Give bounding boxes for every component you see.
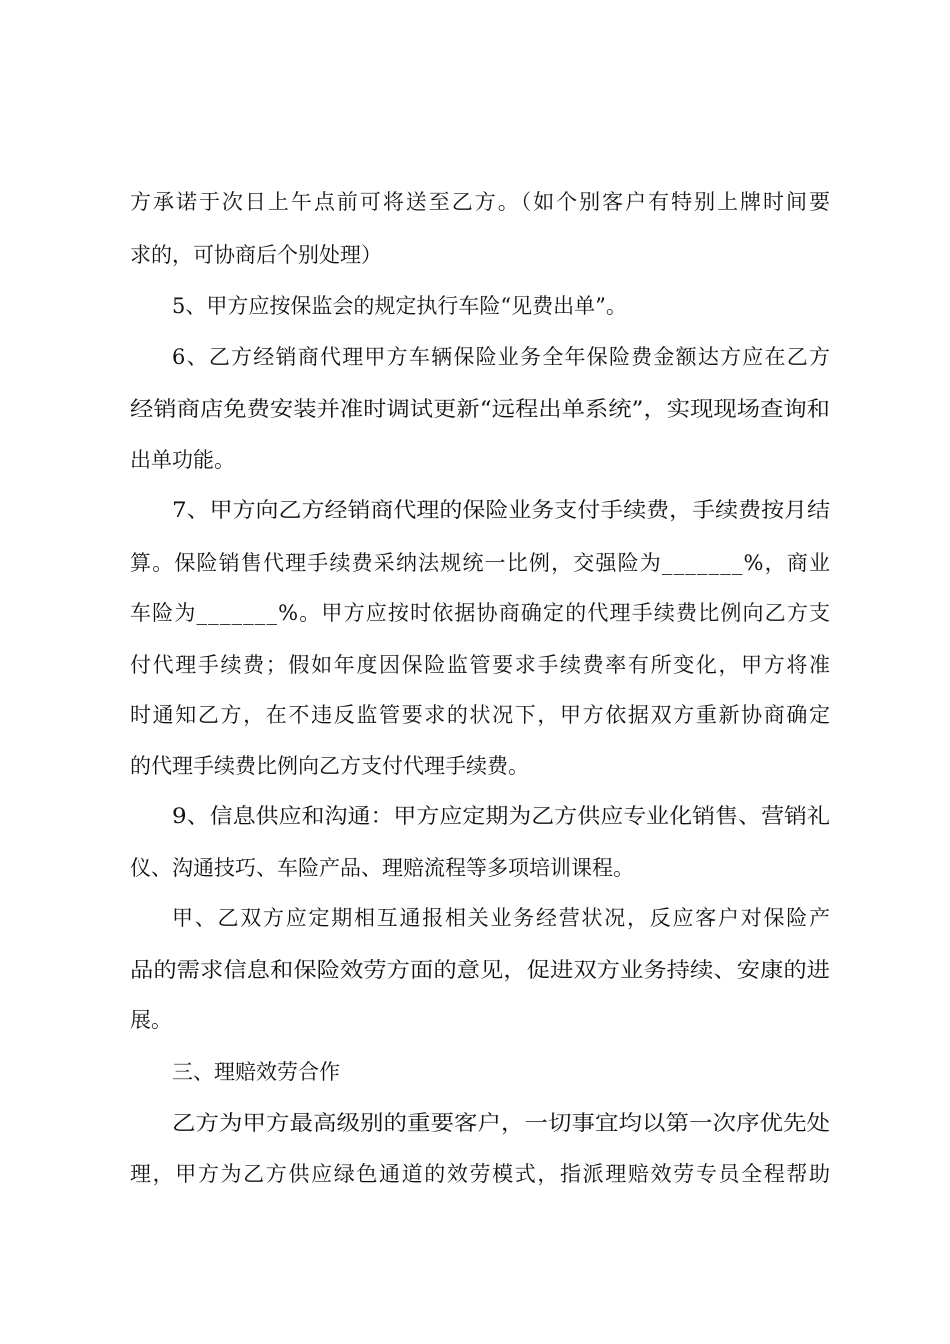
text-line-content: 甲、乙双方应定期相互通报相关业务经营状况，反应客户对保险产 xyxy=(172,906,832,930)
text-line xyxy=(0,1000,950,1040)
text-line-content: 的代理手续费比例向乙方支付代理手续费。 xyxy=(130,754,529,778)
text-line xyxy=(0,950,950,990)
text-line-content: 方承诺于次日上午点前可将送至乙方。（如个别客户有特别上牌时间要 xyxy=(130,190,832,214)
text-line-content: 品的需求信息和保险效劳方面的意见，促进双方业务持续、安康的进 xyxy=(130,958,831,982)
text-line xyxy=(0,796,950,836)
text-line xyxy=(0,440,950,480)
text-line xyxy=(0,645,950,685)
text-line-content: 付代理手续费；假如年度因保险监管要求手续费率有所变化，甲方将准 xyxy=(130,653,832,677)
text-line xyxy=(0,389,950,429)
text-line-content: 6、乙方经销商代理甲方车辆保险业务全年保险费金额达方应在乙方 xyxy=(172,345,832,369)
text-line-content: 乙方为甲方最高级别的重要客户，一切事宜均以第一次序优先处 xyxy=(172,1111,830,1135)
text-line xyxy=(0,695,950,735)
text-line-content: 车险为_______%。甲方应按时依据协商确定的代理手续费比例向乙方支 xyxy=(130,601,832,625)
text-line xyxy=(0,848,950,888)
text-line-content: 7、甲方向乙方经销商代理的保险业务支付手续费，手续费按月结 xyxy=(172,498,830,522)
text-line-content: 仪、沟通技巧、车险产品、理赔流程等多项培训课程。 xyxy=(130,856,634,880)
text-line xyxy=(0,337,950,377)
text-line xyxy=(0,746,950,786)
text-line xyxy=(0,593,950,633)
text-line-content: 5、甲方应按保监会的规定执行车险“见费出单”。 xyxy=(172,294,627,318)
text-line-content: 求的，可协商后个别处理） xyxy=(130,243,382,267)
section-heading-text: 三、理赔效劳合作 xyxy=(172,1060,340,1084)
text-line-content: 算。保险销售代理手续费采纳法规统一比例，交强险为_______%，商业 xyxy=(130,551,832,575)
text-line-content: 展。 xyxy=(130,1008,172,1032)
text-line xyxy=(0,182,950,222)
text-line xyxy=(0,898,950,938)
text-line xyxy=(0,235,950,275)
text-line xyxy=(0,1103,950,1143)
text-line xyxy=(0,286,950,326)
text-line xyxy=(0,543,950,583)
text-line-content: 经销商店免费安装并准时调试更新“远程出单系统”，实现现场查询和 xyxy=(130,397,830,421)
text-line xyxy=(0,490,950,530)
text-line-content: 出单功能。 xyxy=(130,448,235,472)
text-line-content: 时通知乙方，在不违反监管要求的状况下，甲方依据双方重新协商确定 xyxy=(130,703,832,727)
section-heading xyxy=(0,1052,950,1092)
text-line xyxy=(0,1154,950,1194)
text-line-content: 理，甲方为乙方供应绿色通道的效劳模式，指派理赔效劳专员全程帮助 xyxy=(130,1162,832,1186)
text-line-content: 9、信息供应和沟通：甲方应定期为乙方供应专业化销售、营销礼 xyxy=(172,804,830,828)
